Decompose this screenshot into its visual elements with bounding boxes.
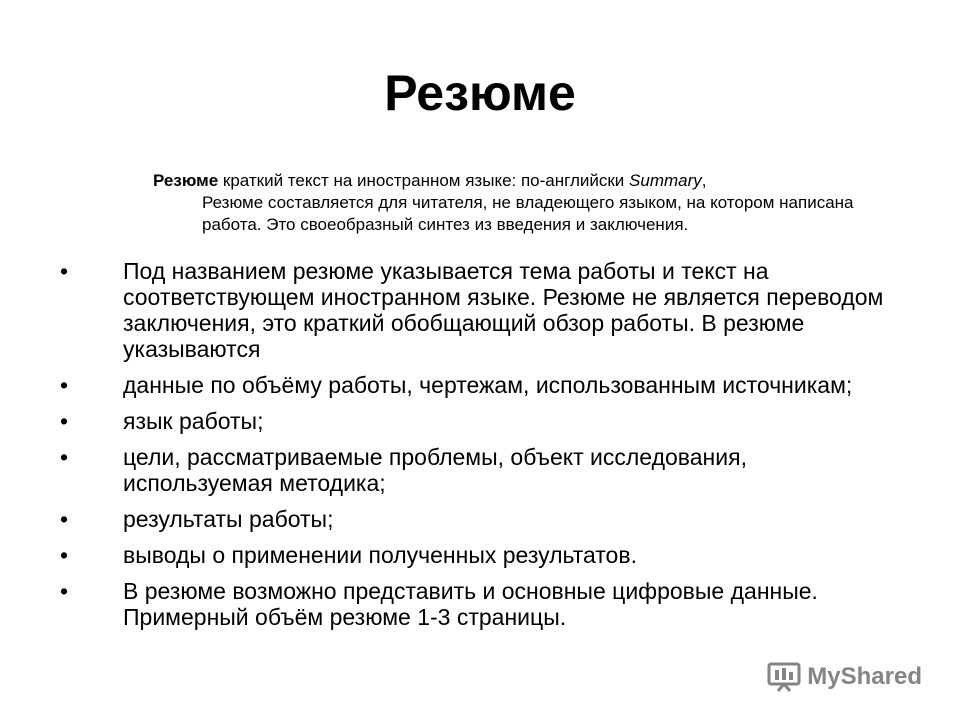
bullet-marker: •	[60, 542, 69, 568]
presentation-screen-icon	[767, 662, 801, 692]
bullet-item	[60, 408, 900, 434]
bullet-item	[60, 542, 900, 568]
bullet-marker: •	[60, 372, 69, 398]
watermark-text: MyShared	[807, 663, 922, 690]
bullet-text: выводы о применении полученных результатов.	[123, 542, 637, 568]
bullet-item	[60, 578, 900, 630]
bullet-item	[60, 372, 900, 398]
bullet-marker: •	[60, 506, 69, 532]
bullet-text: В резюме возможно представить и основные цифровые данные. Примерный объём резюме 1-3 страницы.	[123, 578, 818, 630]
watermark-logo	[767, 662, 922, 692]
bullet-text: данные по объёму работы, чертежам, использованным источникам;	[123, 372, 853, 398]
bullet-text: цели, рассматриваемые проблемы, объект исследования, используемая методика;	[123, 444, 747, 496]
intro-line1-text: краткий текст на иностранном языке: по-английски	[218, 171, 630, 190]
bullet-item	[60, 444, 900, 496]
intro-term: Резюме	[153, 171, 219, 190]
intro-paragraph	[153, 170, 893, 236]
bullet-marker: •	[60, 408, 69, 434]
bullet-item	[60, 258, 900, 362]
bullet-marker: •	[60, 444, 69, 470]
intro-line1-end: ,	[701, 171, 707, 190]
bullet-text: язык работы;	[123, 408, 264, 434]
slide-title: Резюме	[384, 65, 576, 121]
bullet-marker: •	[60, 258, 69, 284]
bullet-item	[60, 506, 900, 532]
intro-english-word: Summary	[629, 171, 702, 190]
bullet-text: Под названием резюме указывается тема работы и текст на соответствующем иностранном языке. Резюме не является переводом заключения, это краткий обобщающий обзор работы. В резюме указываются	[123, 258, 884, 362]
intro-first-line	[153, 170, 893, 192]
intro-continuation: Резюме составляется для читателя, не владеющего языком, на котором написана работа. Это своеобразный синтез из введения и заключения.	[202, 193, 854, 234]
bullet-text: результаты работы;	[123, 506, 334, 532]
bullet-list	[60, 258, 900, 640]
bullet-marker: •	[60, 578, 69, 604]
